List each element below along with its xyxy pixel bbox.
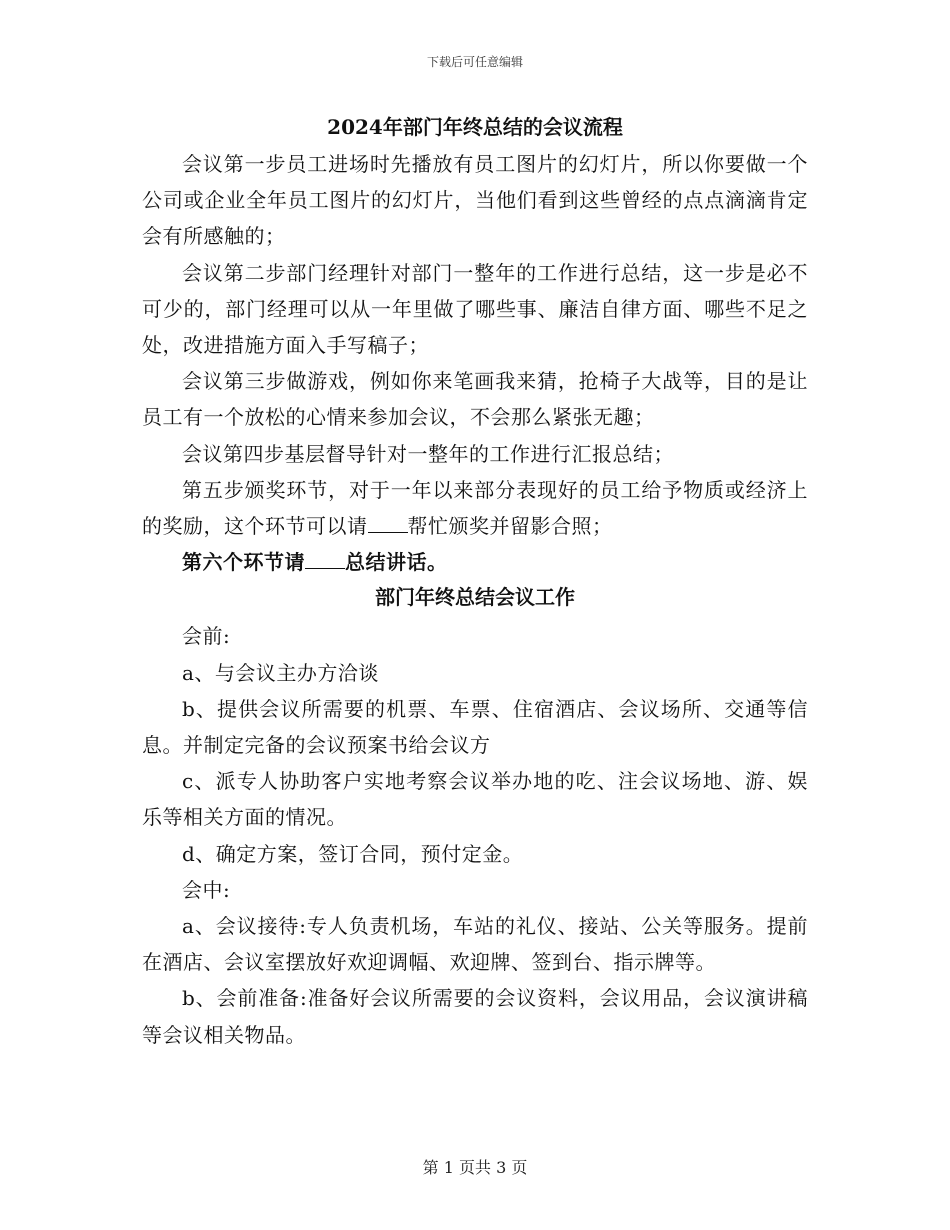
page-footer: 第 1 页共 3 页: [422, 1158, 528, 1177]
sixth-text-after: 总结讲话。: [345, 550, 448, 575]
paragraph-during-meeting: 会中:: [182, 877, 231, 902]
list-item: b、会前准备:准备好会议所需要的会议资料，会议用品，会议演讲稿等会议相关物品。: [142, 986, 808, 1047]
paragraph-step-2: 会议第二步部门经理针对部门一整年的工作进行总结，这一步是必不可少的，部门经理可以从一年里做了哪些事、廉洁自律方面、哪些不足之处，改进措施方面入手写稿子；: [142, 260, 808, 358]
paragraph-step-1: 会议第一步员工进场时先播放有员工图片的幻灯片，所以你要做一个公司或企业全年员工图片的幻灯片，当他们看到这些曾经的点点滴滴肯定会有所感触的；: [142, 152, 808, 249]
fill-blank: [368, 531, 408, 533]
paragraph-step-4: 会议第四步基层督导针对一整年的工作进行汇报总结；: [182, 441, 674, 466]
fill-blank: [305, 567, 345, 569]
section-title: 部门年终总结会议工作: [375, 585, 575, 610]
paragraph-step-5: [142, 472, 808, 544]
document-title: 2024年部门年终总结的会议流程: [327, 115, 623, 139]
list-item: a、会议接待:专人负责机场，车站的礼仪、接站、公关等服务。提前在酒店、会议室摆放好欢迎调幅、欢迎牌、签到台、指示牌等。: [142, 914, 808, 975]
sixth-text-before: 第六个环节请: [182, 550, 305, 575]
award-text-before: 第五步颁奖环节，对于一年以来部分表现好的员工给予物质或经济上的奖励，这个环节可以请: [142, 477, 808, 539]
header-note: 下载后可任意编辑: [426, 55, 523, 69]
paragraph-step-6: [142, 544, 808, 580]
list-item: d、确定方案，签订合同，预付定金。: [182, 841, 524, 866]
paragraph-before-meeting: 会前:: [182, 624, 231, 649]
list-item: c、派专人协助客户实地考察会议举办地的吃、注会议场地、游、娱乐等相关方面的情况。: [142, 769, 808, 830]
list-item: a、与会议主办方洽谈: [182, 660, 379, 685]
list-item: b、提供会议所需要的机票、车票、住宿酒店、会议场所、交通等信息。并制定完备的会议预案书给会议方: [142, 696, 808, 758]
award-text-after: 帮忙颁奖并留影合照；: [407, 514, 613, 539]
paragraph-step-3: 会议第三步做游戏，例如你来笔画我来猜，抢椅子大战等，目的是让员工有一个放松的心情来参加会议，不会那么紧张无趣；: [142, 369, 808, 430]
document-body: [142, 112, 808, 1053]
